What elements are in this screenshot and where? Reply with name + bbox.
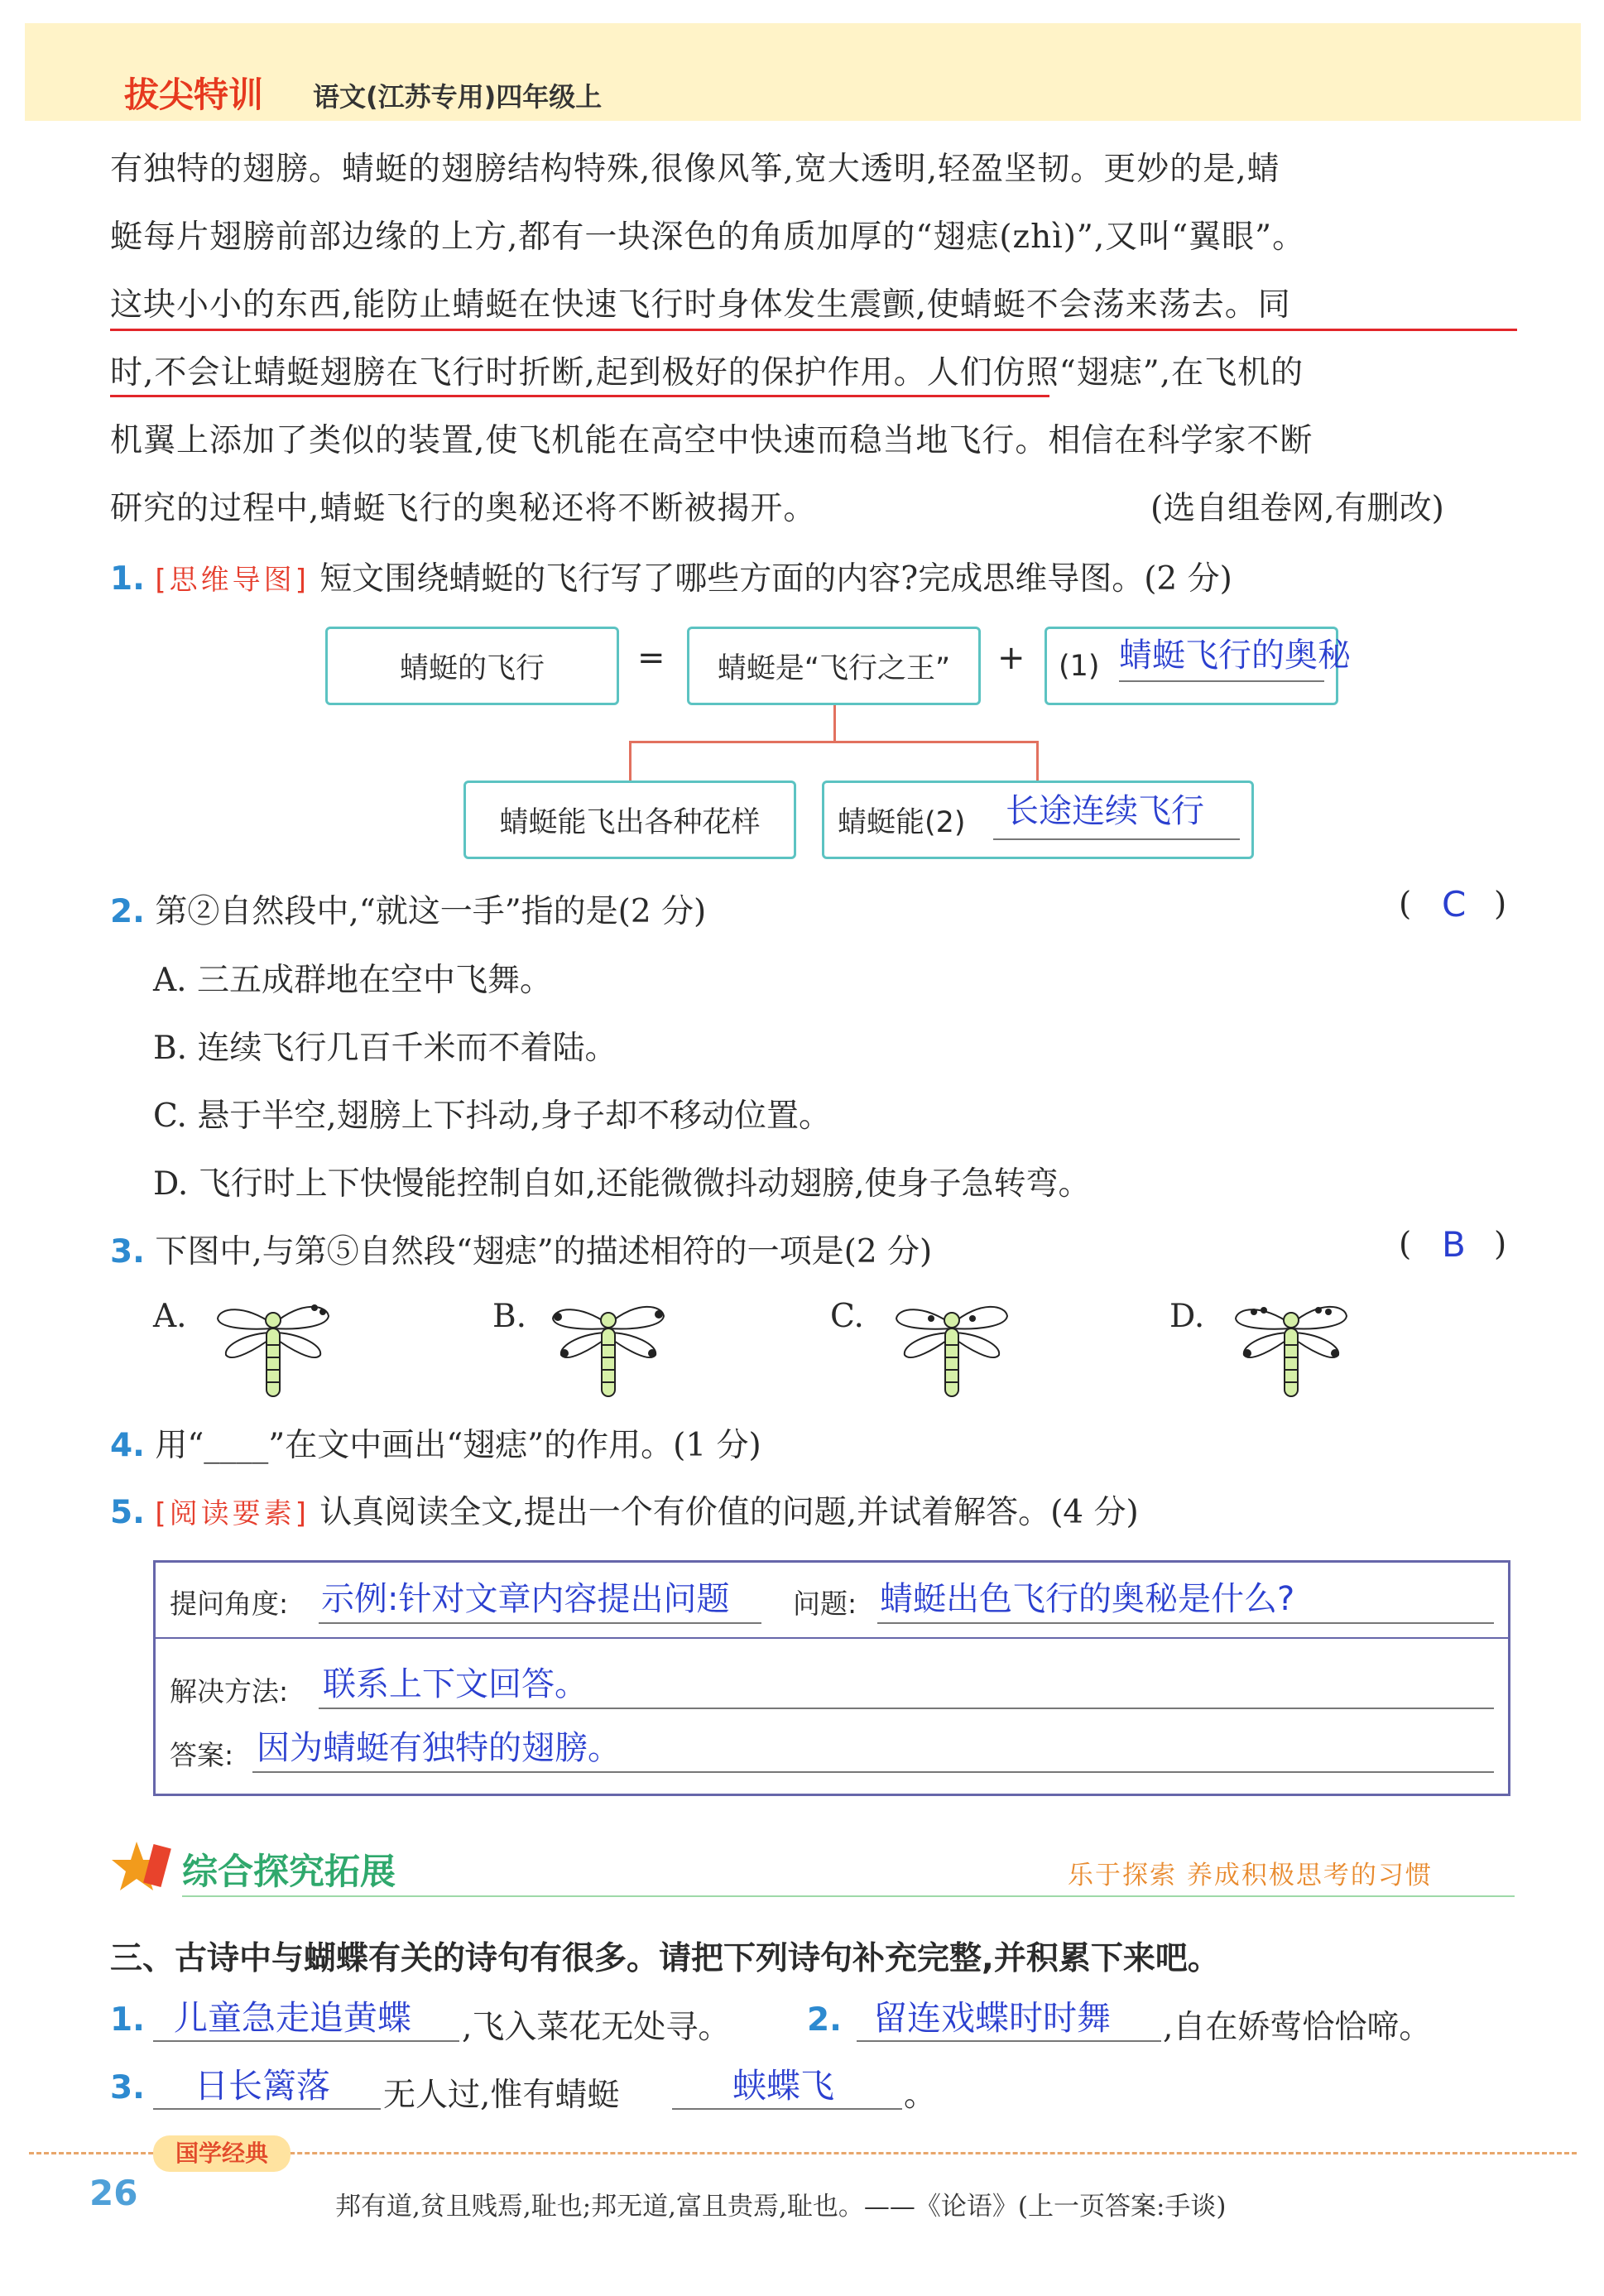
option-c-label: C. xyxy=(830,1298,864,1335)
section-tagline: 乐于探索 养成积极思考的习惯 xyxy=(1068,1861,1433,1890)
method-answer: 联系上下文回答。 xyxy=(323,1665,588,1703)
passage-line: 有独特的翅膀。蜻蜓的翅膀结构特殊,很像风筝,宽大透明,轻盈坚韧。更妙的是,蜻 xyxy=(110,151,1280,188)
answer-blank xyxy=(153,2040,459,2042)
option-a: A. 三五成群地在空中飞舞。 xyxy=(153,962,552,999)
question-tag: [阅读要素] xyxy=(155,1497,310,1530)
connector-line xyxy=(833,705,836,742)
answer-blank xyxy=(153,2108,381,2110)
dragonfly-icon xyxy=(890,1287,1014,1403)
passage-line: 机翼上添加了类似的装置,使飞机能在高空中快速而稳当地飞行。相信在科学家不断 xyxy=(110,422,1313,459)
option-b: B. 连续飞行几百千米而不着陆。 xyxy=(153,1030,617,1067)
book-subtitle: 语文(江苏专用)四年级上 xyxy=(313,81,603,113)
passage-line: 研究的过程中,蜻蜓飞行的奥秘还将不断被揭开。 xyxy=(110,490,817,527)
passage-line: 时,不会让蜻蜓翅膀在飞行时折断,起到极好的保护作用。人们仿照“翅痣”,在飞机的 xyxy=(110,354,1304,391)
method-label: 解决方法: xyxy=(170,1675,289,1708)
section-star-icon xyxy=(112,1837,178,1895)
plus-sign: + xyxy=(997,639,1025,677)
question-5 xyxy=(110,1487,1139,1533)
question-2 xyxy=(110,886,706,932)
answer-answer: 因为蜻蜓有独特的翅膀。 xyxy=(257,1729,621,1767)
item-number: 3. xyxy=(110,2069,145,2106)
angle-label: 提问角度: xyxy=(170,1588,289,1620)
section-question-title: 三、古诗中与蝴蝶有关的诗句有很多。请把下列诗句补充完整,并积累下来吧。 xyxy=(110,1940,1220,1977)
answer-blank xyxy=(252,1771,1494,1773)
underline-mark xyxy=(110,329,1517,331)
item-number: 1. xyxy=(110,2001,145,2039)
answer-blank xyxy=(857,2040,1161,2042)
question-text: 下图中,与第⑤自然段“翅痣”的描述相符的一项是(2 分) xyxy=(155,1233,933,1270)
mindmap-child-2: 蜻蜓能(2) xyxy=(822,781,1254,859)
poem-text: ,自在娇莺恰恰啼。 xyxy=(1163,2009,1432,2046)
option-b-label: B. xyxy=(492,1298,527,1335)
dragonfly-icon xyxy=(211,1287,335,1403)
mindmap-root: 蜻蜓的飞行 xyxy=(325,627,619,705)
answer-letter: B xyxy=(1442,1224,1466,1265)
answer-blank xyxy=(319,1708,1494,1709)
dragonfly-icon xyxy=(1229,1287,1353,1403)
mindmap-node-2: (1) xyxy=(1045,627,1338,705)
answer-text: 长途连续飞行 xyxy=(1006,792,1204,830)
question-number: 4. xyxy=(110,1427,145,1464)
question-4 xyxy=(110,1419,761,1466)
poem-answer: 留连戏蝶时时舞 xyxy=(873,1998,1111,2038)
section-title: 综合探究拓展 xyxy=(182,1852,396,1893)
poem-text: 无人过,惟有蜻蜓 xyxy=(383,2077,620,2114)
poem-answer: 蛱蝶飞 xyxy=(732,2066,834,2106)
question-answer: 蜻蜓出色飞行的奥秘是什么? xyxy=(880,1580,1295,1618)
option-d: D. 飞行时上下快慢能控制自如,还能微微抖动翅膀,使身子急转弯。 xyxy=(153,1165,1091,1203)
question-number: 5. xyxy=(110,1494,145,1531)
question-text: 短文围绕蜻蜓的飞行写了哪些方面的内容?完成思维导图。(2 分) xyxy=(319,560,1232,598)
passage-line: 蜓每片翅膀前部边缘的上方,都有一块深色的角质加厚的“翅痣(zhì)”,又叫“翼眼”。 xyxy=(110,219,1306,256)
option-a-label: A. xyxy=(153,1298,187,1335)
equals-sign: = xyxy=(637,639,665,677)
answer-letter: C xyxy=(1442,884,1467,925)
question-number: 2. xyxy=(110,893,145,930)
section-divider xyxy=(182,1895,1515,1897)
connector-line xyxy=(629,741,632,782)
option-c: C. 悬于半空,翅膀上下抖动,身子却不移动位置。 xyxy=(153,1098,832,1135)
mindmap-node-1: 蜻蜓是“飞行之王” xyxy=(687,627,981,705)
answer-paren-close: ) xyxy=(1494,1226,1507,1263)
item-number: 2. xyxy=(807,2001,842,2039)
question-tag: [思维导图] xyxy=(155,564,310,597)
page-number: 26 xyxy=(89,2173,138,2213)
passage-line: 这块小小的东西,能防止蜻蜓在快速飞行时身体发生震颤,使蜻蜓不会荡来荡去。同 xyxy=(110,286,1291,324)
option-d-label: D. xyxy=(1169,1298,1205,1335)
poem-text: ,飞入菜花无处寻。 xyxy=(462,2009,731,2046)
answer-paren-open: ( xyxy=(1399,886,1412,923)
answer-blank xyxy=(993,838,1240,840)
answer-blank xyxy=(1119,680,1324,682)
passage-source: (选自组卷网,有删改) xyxy=(1150,490,1444,527)
footer-quote: 邦有道,贫且贱焉,耻也;邦无道,富且贵焉,耻也。——《论语》(上一页答案:手谈) xyxy=(335,2192,1227,2222)
question-text: 第②自然段中,“就这一手”指的是(2 分) xyxy=(155,893,707,930)
connector-line xyxy=(1036,741,1039,782)
answer-blank xyxy=(877,1622,1494,1624)
answer-blank xyxy=(319,1622,761,1624)
mindmap-child-1: 蜻蜓能飞出各种花样 xyxy=(463,781,796,859)
poem-text: 。 xyxy=(904,2077,937,2114)
angle-answer: 示例:针对文章内容提出问题 xyxy=(321,1580,730,1618)
question-1 xyxy=(110,553,1232,599)
answer-text: 蜻蜓飞行的奥秘 xyxy=(1119,636,1351,675)
question-text: 认真阅读全文,提出一个有价值的问题,并试着解答。(4 分) xyxy=(319,1494,1139,1531)
question-3 xyxy=(110,1226,932,1272)
dragonfly-icon xyxy=(546,1287,670,1403)
question-number: 3. xyxy=(110,1233,145,1270)
underline-mark xyxy=(110,395,1049,397)
question-label: 问题: xyxy=(793,1588,857,1620)
question-number: 1. xyxy=(110,560,145,598)
answer-paren-close: ) xyxy=(1494,886,1507,923)
poem-answer: 日长篱落 xyxy=(194,2066,330,2106)
poem-answer: 儿童急走追黄蝶 xyxy=(174,1998,411,2038)
answer-blank xyxy=(672,2108,902,2110)
footer-badge: 国学经典 xyxy=(153,2135,291,2172)
question-text: 用“____”在文中画出“翅痣”的作用。(1 分) xyxy=(155,1427,761,1464)
brand-logo: 拔尖特训 xyxy=(124,74,264,115)
answer-box-divider xyxy=(153,1637,1510,1639)
answer-paren-open: ( xyxy=(1399,1226,1412,1263)
connector-line xyxy=(629,741,1039,743)
answer-label: 答案: xyxy=(170,1739,234,1771)
